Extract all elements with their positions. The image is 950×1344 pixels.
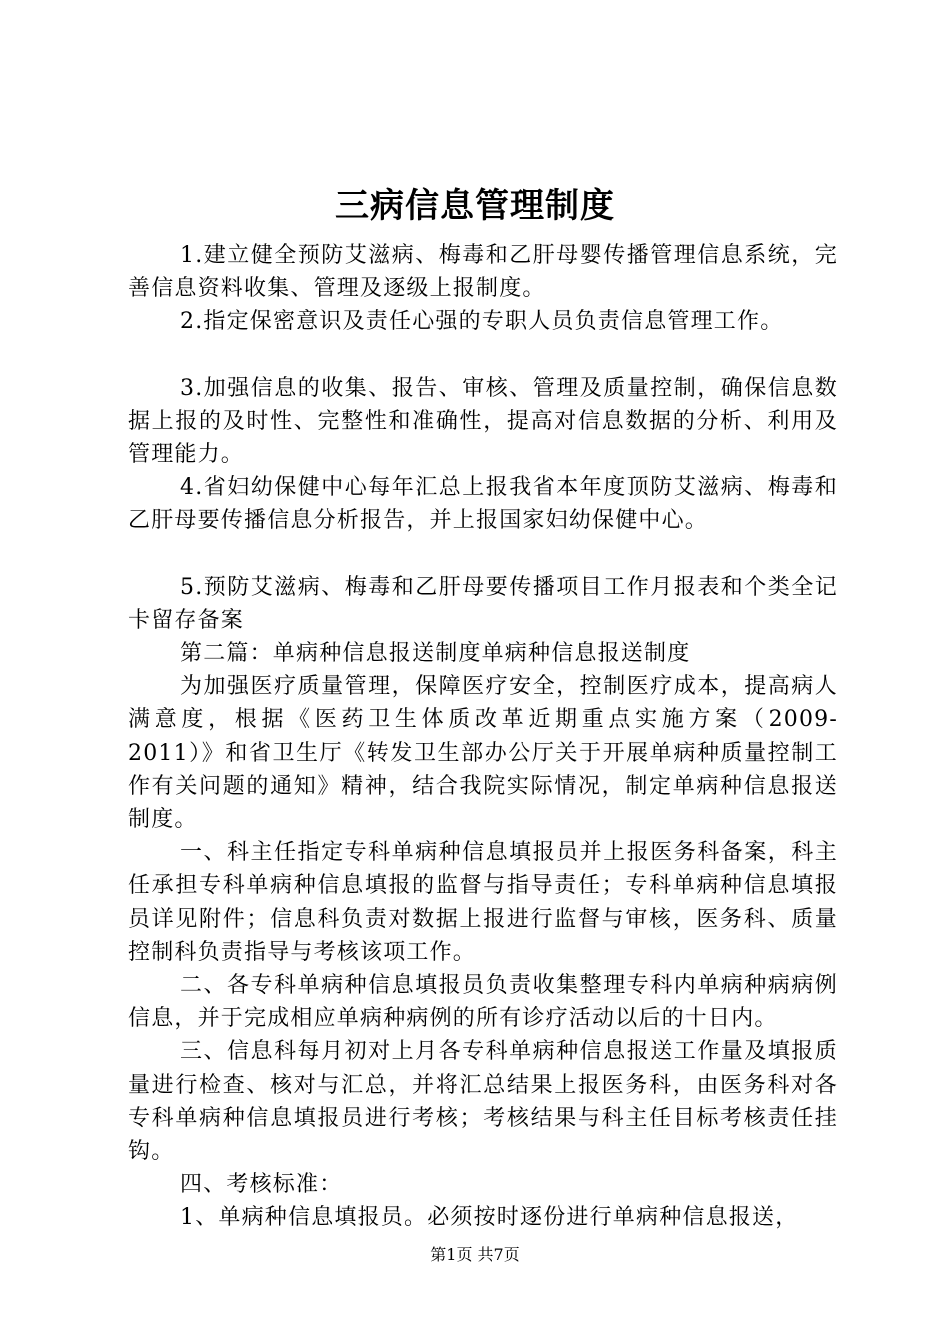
section-heading: 第二篇：单病种信息报送制度单病种信息报送制度: [180, 641, 691, 667]
paragraph-sub-1: 1、单病种信息填报员。必须按时逐份进行单病种信息报送，: [180, 1205, 799, 1231]
paragraph-item-2: 二、各专科单病种信息填报员负责收集整理专科内单病种病病例信息，并于完成相应单病种病例的所有诊疗活动以后的十日内。: [128, 973, 838, 1032]
paragraph-3: 3.加强信息的收集、报告、审核、管理及质量控制，确保信息数据上报的及时性、完整性和准确性，提高对信息数据的分析、利用及管理能力。: [128, 375, 838, 468]
page-indicator: 第1页 共7页: [430, 1245, 520, 1264]
paragraph-intro: 为加强医疗质量管理，保障医疗安全，控制医疗成本，提高病人满意度，根据《医药卫生体质改革近期重点实施方案（2009-2011）》和省卫生厅《转发卫生部办公厅关于开展单病种质量控制工作有关问题的通知》精神，结合我院实际情况，制定单病种信息报送制度。: [128, 674, 838, 833]
paragraph-item-4: 四、考核标准：: [180, 1172, 343, 1198]
paragraph-2: 2.指定保密意识及责任心强的专职人员负责信息管理工作。: [180, 309, 784, 335]
paragraph-item-3: 三、信息科每月初对上月各专科单病种信息报送工作量及填报质量进行检查、核对与汇总，并将汇总结果上报医务科，由医务科对各专科单病种信息填报员进行考核；考核结果与科主任目标考核责任挂钩。: [128, 1039, 838, 1165]
paragraph-item-1: 一、科主任指定专科单病种信息填报员并上报医务科备案，科主任承担专科单病种信息填报的监督与指导责任；专科单病种信息填报员详见附件；信息科负责对数据上报进行监督与审核，医务科、质量控制科负责指导与考核该项工作。: [128, 840, 838, 965]
document-title: 三病信息管理制度: [335, 186, 615, 226]
paragraph-1: 1.建立健全预防艾滋病、梅毒和乙肝母婴传播管理信息系统，完善信息资料收集、管理及逐级上报制度。: [128, 243, 838, 302]
paragraph-4: 4.省妇幼保健中心每年汇总上报我省本年度顶防艾滋病、梅毒和乙肝母要传播信息分析报告，并上报国家妇幼保健中心。: [128, 475, 838, 534]
document-body: [128, 239, 838, 1235]
paragraph-5: 5.预防艾滋病、梅毒和乙肝母要传播项目工作月报表和个类全记卡留存备案: [128, 574, 838, 633]
